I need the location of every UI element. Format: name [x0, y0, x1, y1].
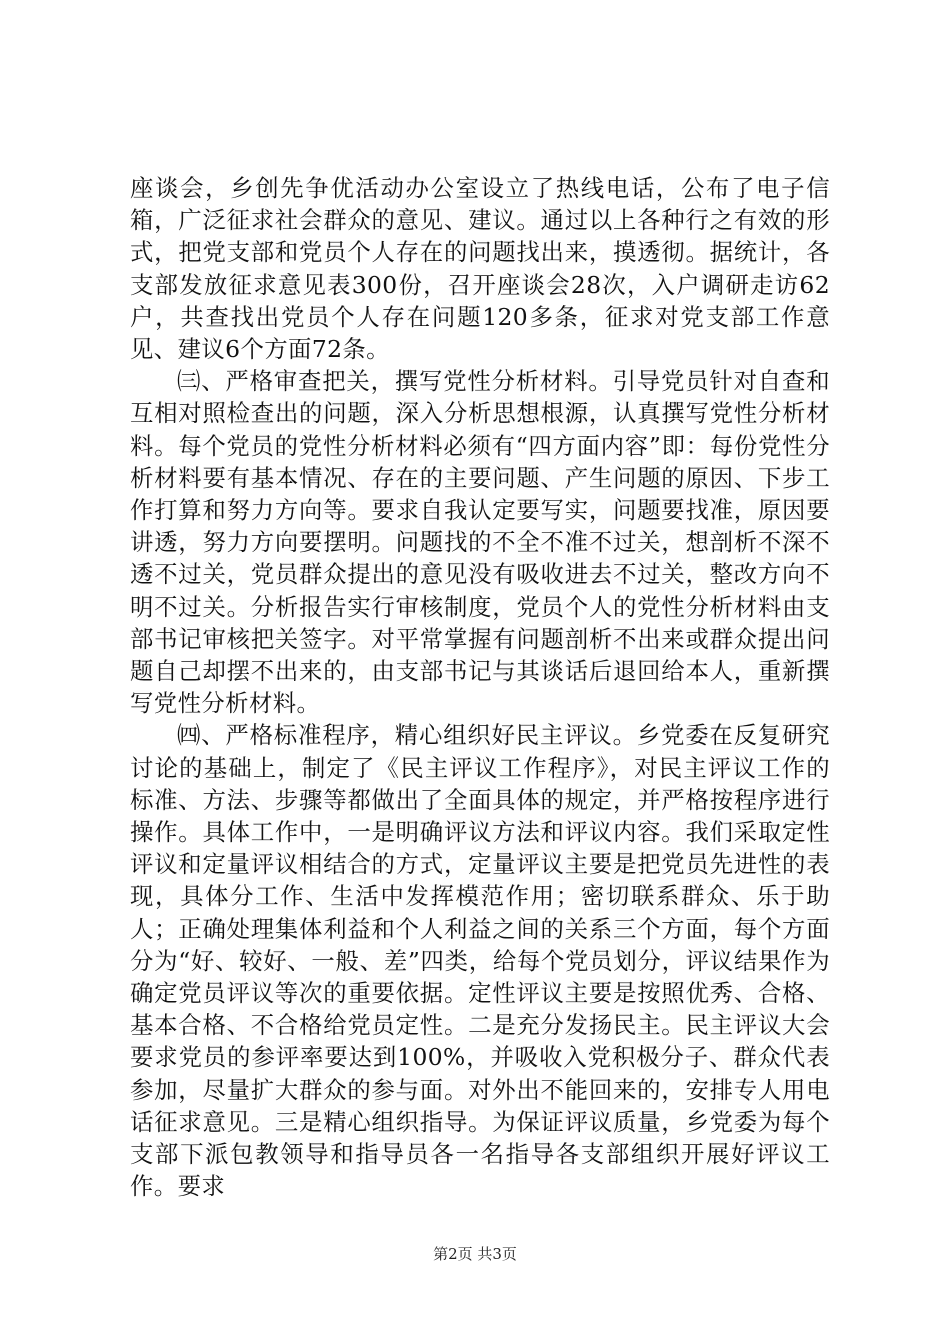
paragraph-3: ㈣、严格标准程序，精心组织好民主评议。乡党委在反复研究讨论的基础上，制定了《民主评议工作程序》，对民主评议工作的标准、方法、步骤等都做出了全面具体的规定，并严格按程序进行操作。具体工作中，一是明确评议方法和评议内容。我们采取定性评议和定量评议相结合的方式，定量评议主要是把党员先进性的表现，具体分工作、生活中发挥模范作用；密切联系群众、乐于助人；正确处理集体利益和个人利益之间的关系三个方面，每个方面分为“好、较好、一般、差”四类，给每个党员划分，评议结果作为确定党员评议等次的重要依据。定性评议主要是按照优秀、合格、基本合格、不合格给党员定性。二是充分发扬民主。民主评议大会要求党员的参评率要达到100%，并吸收入党积极分子、群众代表参加，尽量扩大群众的参与面。对外出不能回来的，安排专人用电话征求意见。三是精心组织指导。为保证评议质量，乡党委为每个支部下派包教领导和指导员各一名指导各支部组织开展好评议工作。要求 — [130, 721, 830, 1201]
document-body — [130, 172, 830, 1203]
page-footer: 第2页 共3页 — [433, 1245, 517, 1263]
paragraph-2: ㈢、严格审查把关，撰写党性分析材料。引导党员针对自查和互相对照检查出的问题，深入分析思想根源，认真撰写党性分析材料。每个党员的党性分析材料必须有“四方面内容”即：每份党性分析材料要有基本情况、存在的主要问题、产生问题的原因、下步工作打算和努力方向等。要求自我认定要写实，问题要找准，原因要讲透，努力方向要摆明。问题找的不全不准不过关，想剖析不深不透不过关，党员群众提出的意见没有吸收进去不过关，整改方向不明不过关。分析报告实行审核制度，党员个人的党性分析材料由支部书记审核把关签字。对平常掌握有问题剖析不出来或群众提出问题自己却摆不出来的，由支部书记与其谈话后退回给本人，重新撰写党性分析材料。 — [130, 367, 830, 718]
paragraph-1: 座谈会，乡创先争优活动办公室设立了热线电话，公布了电子信箱，广泛征求社会群众的意见、建议。通过以上各种行之有效的形式，把党支部和党员个人存在的问题找出来，摸透彻。据统计，各支部发放征求意见表300份，召开座谈会28次，入户调研走访62户，共查找出党员个人存在问题120多条，征求对党支部工作意见、建议6个方面72条。 — [130, 174, 830, 364]
